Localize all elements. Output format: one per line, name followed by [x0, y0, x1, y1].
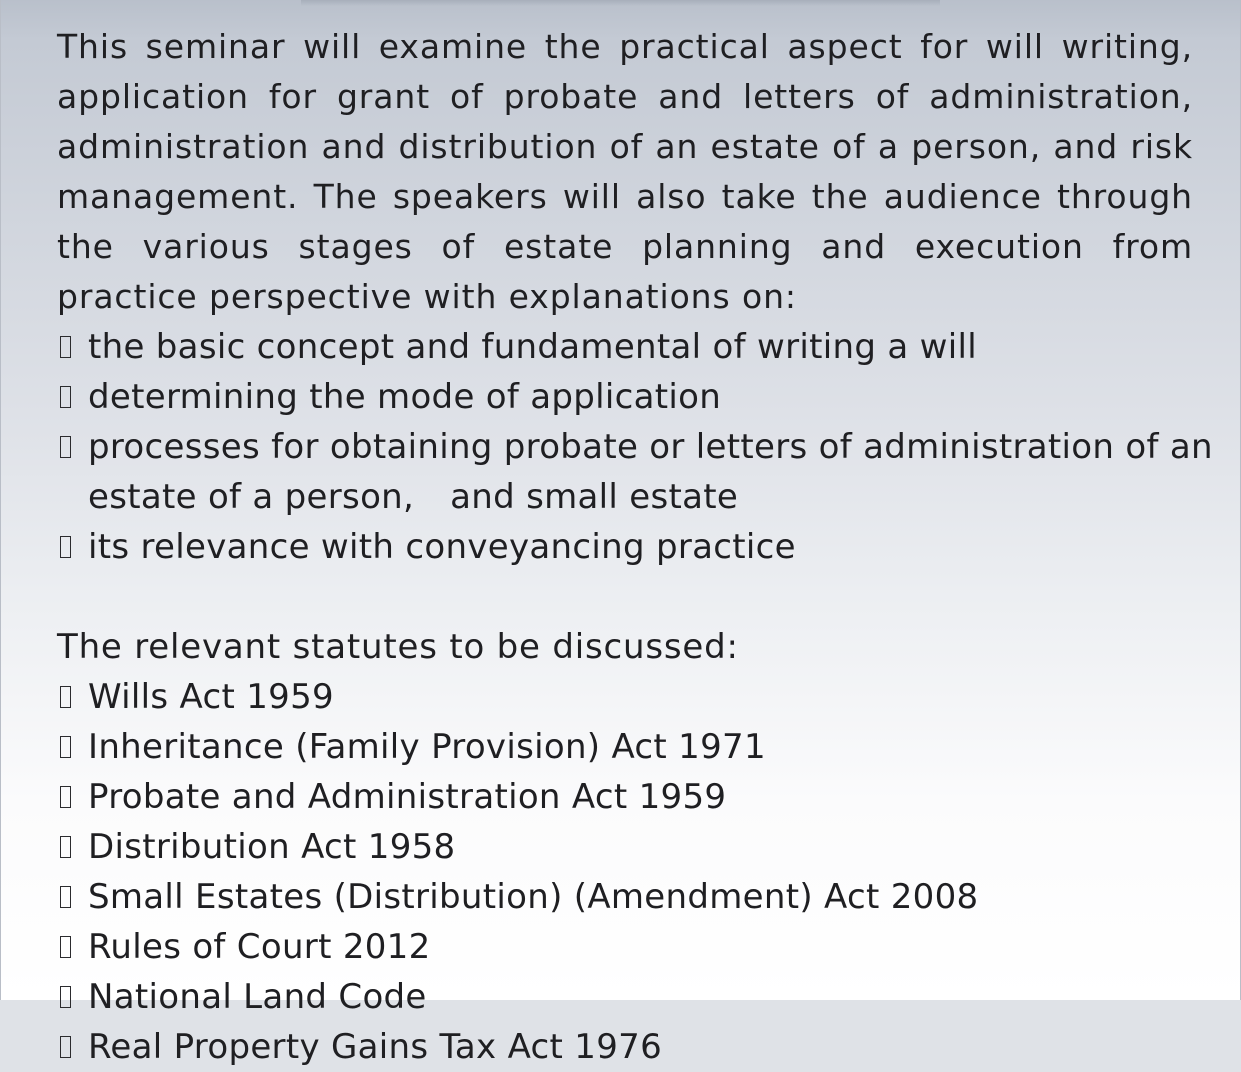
- bullet-icon: [60, 386, 71, 408]
- section-gap: [57, 572, 1193, 622]
- list-item: [57, 922, 1193, 972]
- statutes-list: [57, 672, 1193, 1072]
- seminar-description: [57, 22, 1213, 1072]
- bullet-icon: [60, 536, 71, 558]
- statute-text: Real Property Gains Tax Act 1976: [88, 1027, 663, 1067]
- topic-text: its relevance with conveyancing practice: [88, 527, 796, 567]
- list-item: [57, 1022, 1193, 1072]
- list-item: [57, 422, 1213, 472]
- topic-text: the basic concept and fundamental of writing a will: [88, 327, 977, 367]
- bullet-icon: [60, 836, 71, 858]
- bullet-icon: [60, 436, 71, 458]
- statute-text: National Land Code: [88, 977, 427, 1017]
- list-item: [57, 822, 1193, 872]
- topic-text-cont-a: estate of a person,: [88, 477, 415, 517]
- topics-list: [57, 322, 1213, 572]
- top-shadow: [301, 0, 940, 6]
- list-item: [57, 522, 1193, 572]
- bullet-icon: [60, 686, 71, 708]
- bullet-icon: [60, 936, 71, 958]
- statute-text: Probate and Administration Act 1959: [88, 777, 727, 817]
- bullet-icon: [60, 786, 71, 808]
- list-item: [57, 372, 1193, 422]
- statute-text: Small Estates (Distribution) (Amendment) Act 2008: [88, 877, 979, 917]
- list-item: [57, 322, 1193, 372]
- bullet-icon: [60, 1036, 71, 1058]
- list-item: [57, 972, 1193, 1022]
- bullet-icon: [60, 986, 71, 1008]
- list-item: [57, 872, 1193, 922]
- list-item-continuation: [57, 472, 1193, 522]
- statute-text: Inheritance (Family Provision) Act 1971: [88, 727, 766, 767]
- statute-text: Wills Act 1959: [88, 677, 334, 717]
- topic-text-cont-b: and small estate: [450, 477, 739, 517]
- statutes-heading: The relevant statutes to be discussed:: [57, 627, 739, 667]
- list-item: [57, 672, 1193, 722]
- list-item: [57, 772, 1193, 822]
- topic-text: processes for obtaining probate or letters of administration of an: [88, 427, 1213, 467]
- bullet-icon: [60, 336, 71, 358]
- statute-text: Rules of Court 2012: [88, 927, 431, 967]
- topic-text: determining the mode of application: [88, 377, 722, 417]
- intro-paragraph: This seminar will examine the practical aspect for will writing, application for grant of probate and letters of administration, administration and distribution of an estate of a person, and risk management. The speakers will also take the audience through the various stages of estate planning and execution from practice perspective with explanations on:: [57, 27, 1193, 316]
- bullet-icon: [60, 736, 71, 758]
- list-item: [57, 722, 1193, 772]
- bullet-icon: [60, 886, 71, 908]
- statute-text: Distribution Act 1958: [88, 827, 456, 867]
